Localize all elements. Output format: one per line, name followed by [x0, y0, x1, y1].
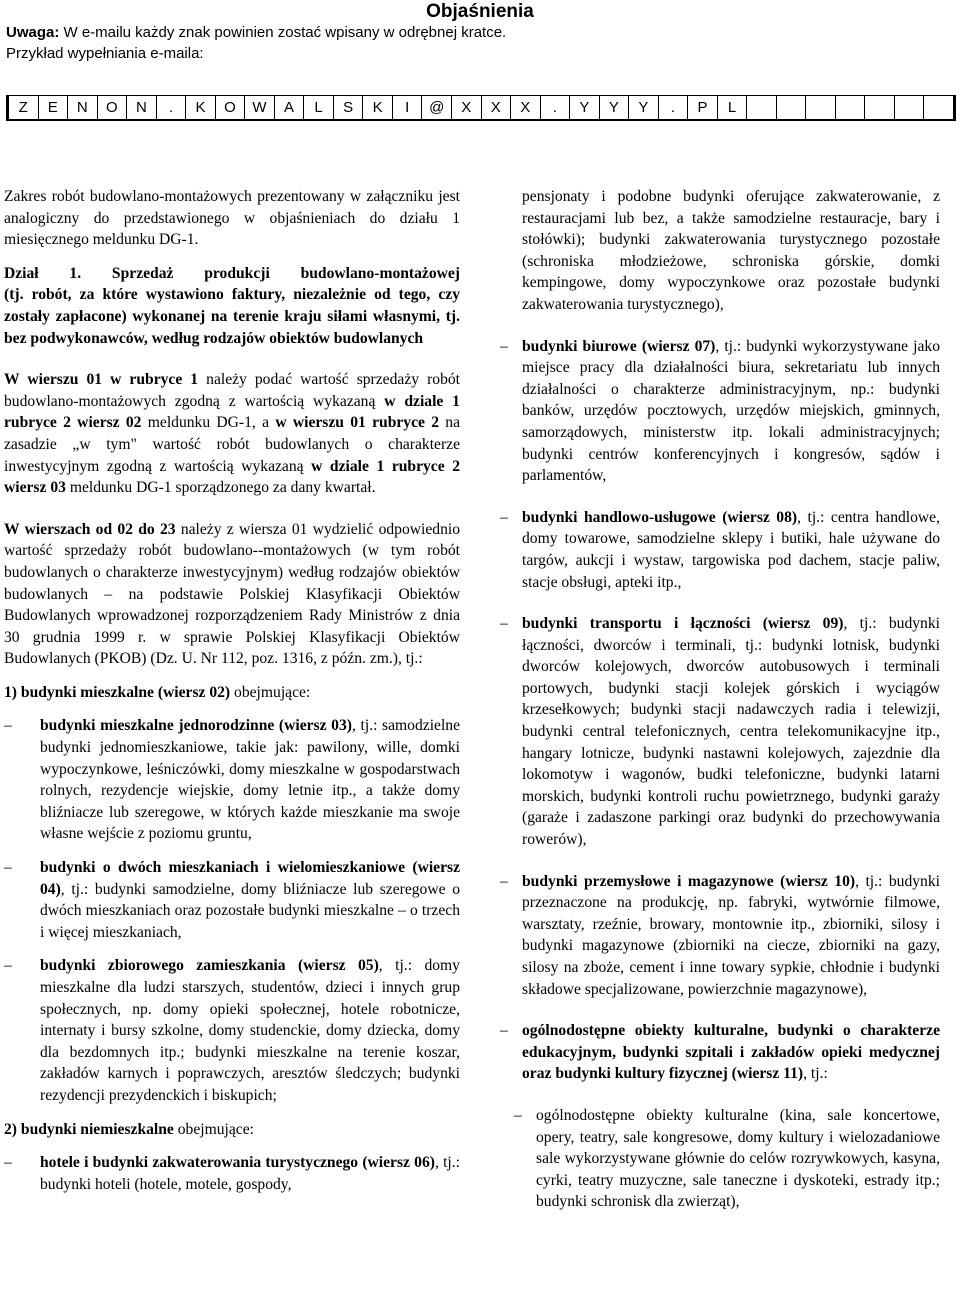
list-item: – budynki zbiorowego zamieszkania (wiersz 05), tj.: domy mieszkalne dla ludzi starszych, studentów, dzieci i innych grup społecznych, np. domy opieki społecznej, hotele robotnicze, internaty i bursy szkolne, domy studenckie, domy dziecka, domy dla bezdomnych itp.; budynki mieszkalne na terenie koszar, zakładów karnych i poprawczych, aresztów śledczych; budynki rezydencji prezydenckich i biskupich;: [4, 957, 460, 1104]
email-char-cell: X: [511, 96, 541, 119]
email-char-cell: Y: [570, 96, 600, 119]
continued-paragraph: pensjonaty i podobne budynki oferujące zakwaterowanie, z restauracjami lub bez, a także samodzielne restauracje, bary i stołówki); budynki zakwaterowania turystycznego pozostałe (schroniska młodzieżowe, schroniska górskie, domki kempingowe, domy wypoczynkowe oraz pozostałe budynki zakwaterowania turystycznego),: [522, 188, 940, 313]
email-char-cell: .: [157, 96, 187, 119]
email-char-cell: N: [68, 96, 98, 119]
email-char-cell: @: [422, 96, 452, 119]
group-nonresidential: 2) budynki niemieszkalne obejmujące:: [4, 1120, 254, 1138]
sub-list-item: – ogólnodostępne obiekty kulturalne (kina, sale koncertowe, opery, teatry, sale kongresowe, domy kultury i wielozadaniowe sale wykorzystywane głównie do celów rozrywkowych, kasyna, cyrki, teatry muzyczne, sale taneczne i dyskoteki, estrady itp.; budynki schronisk dla zwierząt),: [514, 1106, 940, 1211]
email-example-grid: [6, 95, 956, 121]
list-item: – budynki mieszkalne jednorodzinne (wiersz 03), tj.: samodzielne budynki jednomieszkaniowe, takie jak: pawilony, wille, domki wypoczynkowe, leśniczówki, domy mieszkalne w gospodarstwach rolnych, rezydencje wiejskie, domy letnie itp., a także domy bliźniacze lub szeregowe, w których każde mieszkanie ma swoje własne wejście z poziomu gruntu,: [4, 717, 460, 843]
list-item: – budynki handlowo-usługowe (wiersz 08), tj.: centra handlowe, domy towarowe, samodzielne sklepy i butiki, hale używane do targów, aukcji i wystaw, targowiska pod dachem, stacje paliw, stacje obsługi, apteki itp.,: [500, 508, 940, 591]
email-char-cell: Y: [629, 96, 659, 119]
email-char-cell: S: [334, 96, 364, 119]
note-label: Uwaga:: [6, 24, 60, 41]
email-char-cell: Z: [9, 96, 39, 119]
section-title: Dział 1. Sprzedaż produkcji budowlano-montażowej: [4, 264, 460, 282]
email-char-cell: [836, 96, 866, 119]
list-item: – ogólnodostępne obiekty kulturalne, budynki o charakterze edukacyjnym, budynki szpitali i zakładów opieki medycznej oraz budynki kultury fizycznej (wiersz 11), tj.:: [500, 1022, 940, 1083]
email-char-cell: L: [304, 96, 334, 119]
example-label: Przykład wypełniania e-maila:: [6, 45, 204, 62]
email-char-cell: W: [245, 96, 275, 119]
group-residential: 1) budynki mieszkalne (wiersz 02) obejmujące:: [4, 683, 311, 701]
email-char-cell: [747, 96, 777, 119]
email-char-cell: L: [718, 96, 748, 119]
email-char-cell: N: [127, 96, 157, 119]
paragraph-rows02-23: W wierszach od 02 do 23 należy z wiersza 01 wydzielić odpowiednio wartość sprzedaży robót budowlano--montażowych (w tym robót budowlanych o charakterze inwestycyjnym) według rodzajów obiektów budowlanych – na podstawie Polskiej Klasyfikacji Obiektów Budowlanych wprowadzonej rozporządzeniem Rady Ministrów z dnia 30 grudnia 1999 r. w sprawie Polskiej Klasyfikacji Obiektów Budowlanych (PKOB) (Dz. U. Nr 112, poz. 1316, z późn. zm.), tj.:: [4, 520, 460, 668]
list-item: – hotele i budynki zakwaterowania turystycznego (wiersz 06), tj.: budynki hoteli (hotele, motele, gospody,: [4, 1154, 460, 1193]
right-column: [500, 186, 940, 1213]
email-char-cell: K: [363, 96, 393, 119]
email-char-cell: [924, 96, 953, 119]
email-char-cell: P: [688, 96, 718, 119]
email-char-cell: X: [452, 96, 482, 119]
email-char-cell: .: [659, 96, 689, 119]
email-char-cell: A: [275, 96, 305, 119]
email-char-cell: O: [216, 96, 246, 119]
paragraph-row01: W wierszu 01 w rubryce 1 należy podać wartość sprzedaży robót budowlano-montażowych zgodną z wartością wykazaną w dziale 1 rubryce 2 wiersz 02 meldunku DG-1, a w wierszu 01 rubryce 2 na zasadzie „w tym" wartość robót budowlanych o charakterze inwestycyjnym zgodną z wartością wykazaną w dziale 1 rubryce 2 wiersz 03 meldunku DG-1 sporządzonego za dany kwartał.: [4, 371, 461, 497]
email-char-cell: K: [186, 96, 216, 119]
note-block: [6, 22, 506, 64]
left-column: [4, 186, 460, 1195]
list-item: – budynki transportu i łączności (wiersz 09), tj.: budynki łączności, dworców i terminali, tj.: budynki lotnisk, budynki dworców kolejowych, dworców autobusowych i terminali portowych, budynki stacji kolejek górskich i wyciągów krzesełkowych; budynki stacji nadawczych radia i telewizji, budynki central telefonicznych, centra telekomunikacyjne itp., hangary lotnicze, budynki nastawni kolejowych, zajezdnie dla lokomotyw i wagonów, budki telefoniczne, budynki latarni morskich, budynki kontroli ruchu powietrznego, budynki garaży (garaże i zadaszone parkingi oraz budynki do przechowywania rowerów),: [500, 615, 940, 849]
email-char-cell: Y: [600, 96, 630, 119]
intro-paragraph: Zakres robót budowlano-montażowych prezentowany w załączniku jest analogiczny do przedstawionego w objaśnieniach do działu 1 miesięcznego meldunku DG-1.: [4, 188, 460, 249]
email-char-cell: I: [393, 96, 423, 119]
list-item: – budynki przemysłowe i magazynowe (wiersz 10), tj.: budynki przeznaczone na produkcję, np. fabryki, wytwórnie filmowe, warsztaty, rzeźnie, browary, montownie itp., zbiorniki, silosy i budynki magazynowe (zbiorniki na ciecze, zbiorniki na gazy, silosy na zboże, cement i inne towary sypkie, chłodnie i budynki składowe specjalizowane, powierzchnie magazynowe),: [500, 872, 940, 998]
section-subtitle: (tj. robót, za które wystawiono faktury, niezależnie od tego, czy zostały zapłacone) wykonanej na terenie kraju siłami własnymi, tj. bez podwykonawców, według rodzajów obiektów budowlanych: [4, 286, 460, 347]
email-char-cell: O: [98, 96, 128, 119]
email-char-cell: [777, 96, 807, 119]
list-item: – budynki o dwóch mieszkaniach i wielomieszkaniowe (wiersz 04), tj.: budynki samodzielne, domy bliźniacze lub szeregowe o dwóch mieszkaniach oraz pozostałe budynki mieszkalne – o trzech i więcej mieszkaniach,: [4, 859, 460, 941]
email-char-cell: E: [39, 96, 69, 119]
note-text: W e-mailu każdy znak powinien zostać wpisany w odrębnej kratce.: [59, 24, 507, 41]
page-title: Objaśnienia: [426, 1, 534, 22]
email-char-cell: [806, 96, 836, 119]
email-char-cell: [895, 96, 925, 119]
list-item: – budynki biurowe (wiersz 07), tj.: budynki wykorzystywane jako miejsce pracy dla działalności biura, sekretariatu lub innych działalności o charakterze administracyjnym, np.: budynki banków, urzędów pocztowych, urzędów miejskich, gminnych, samorządowych, ministerstw itp. lokali administracyjnych; budynki centrów konferencyjnych i kongresów, sądów i parlamentów,: [500, 337, 940, 485]
email-char-cell: X: [482, 96, 512, 119]
email-char-cell: [865, 96, 895, 119]
email-char-cell: .: [541, 96, 571, 119]
